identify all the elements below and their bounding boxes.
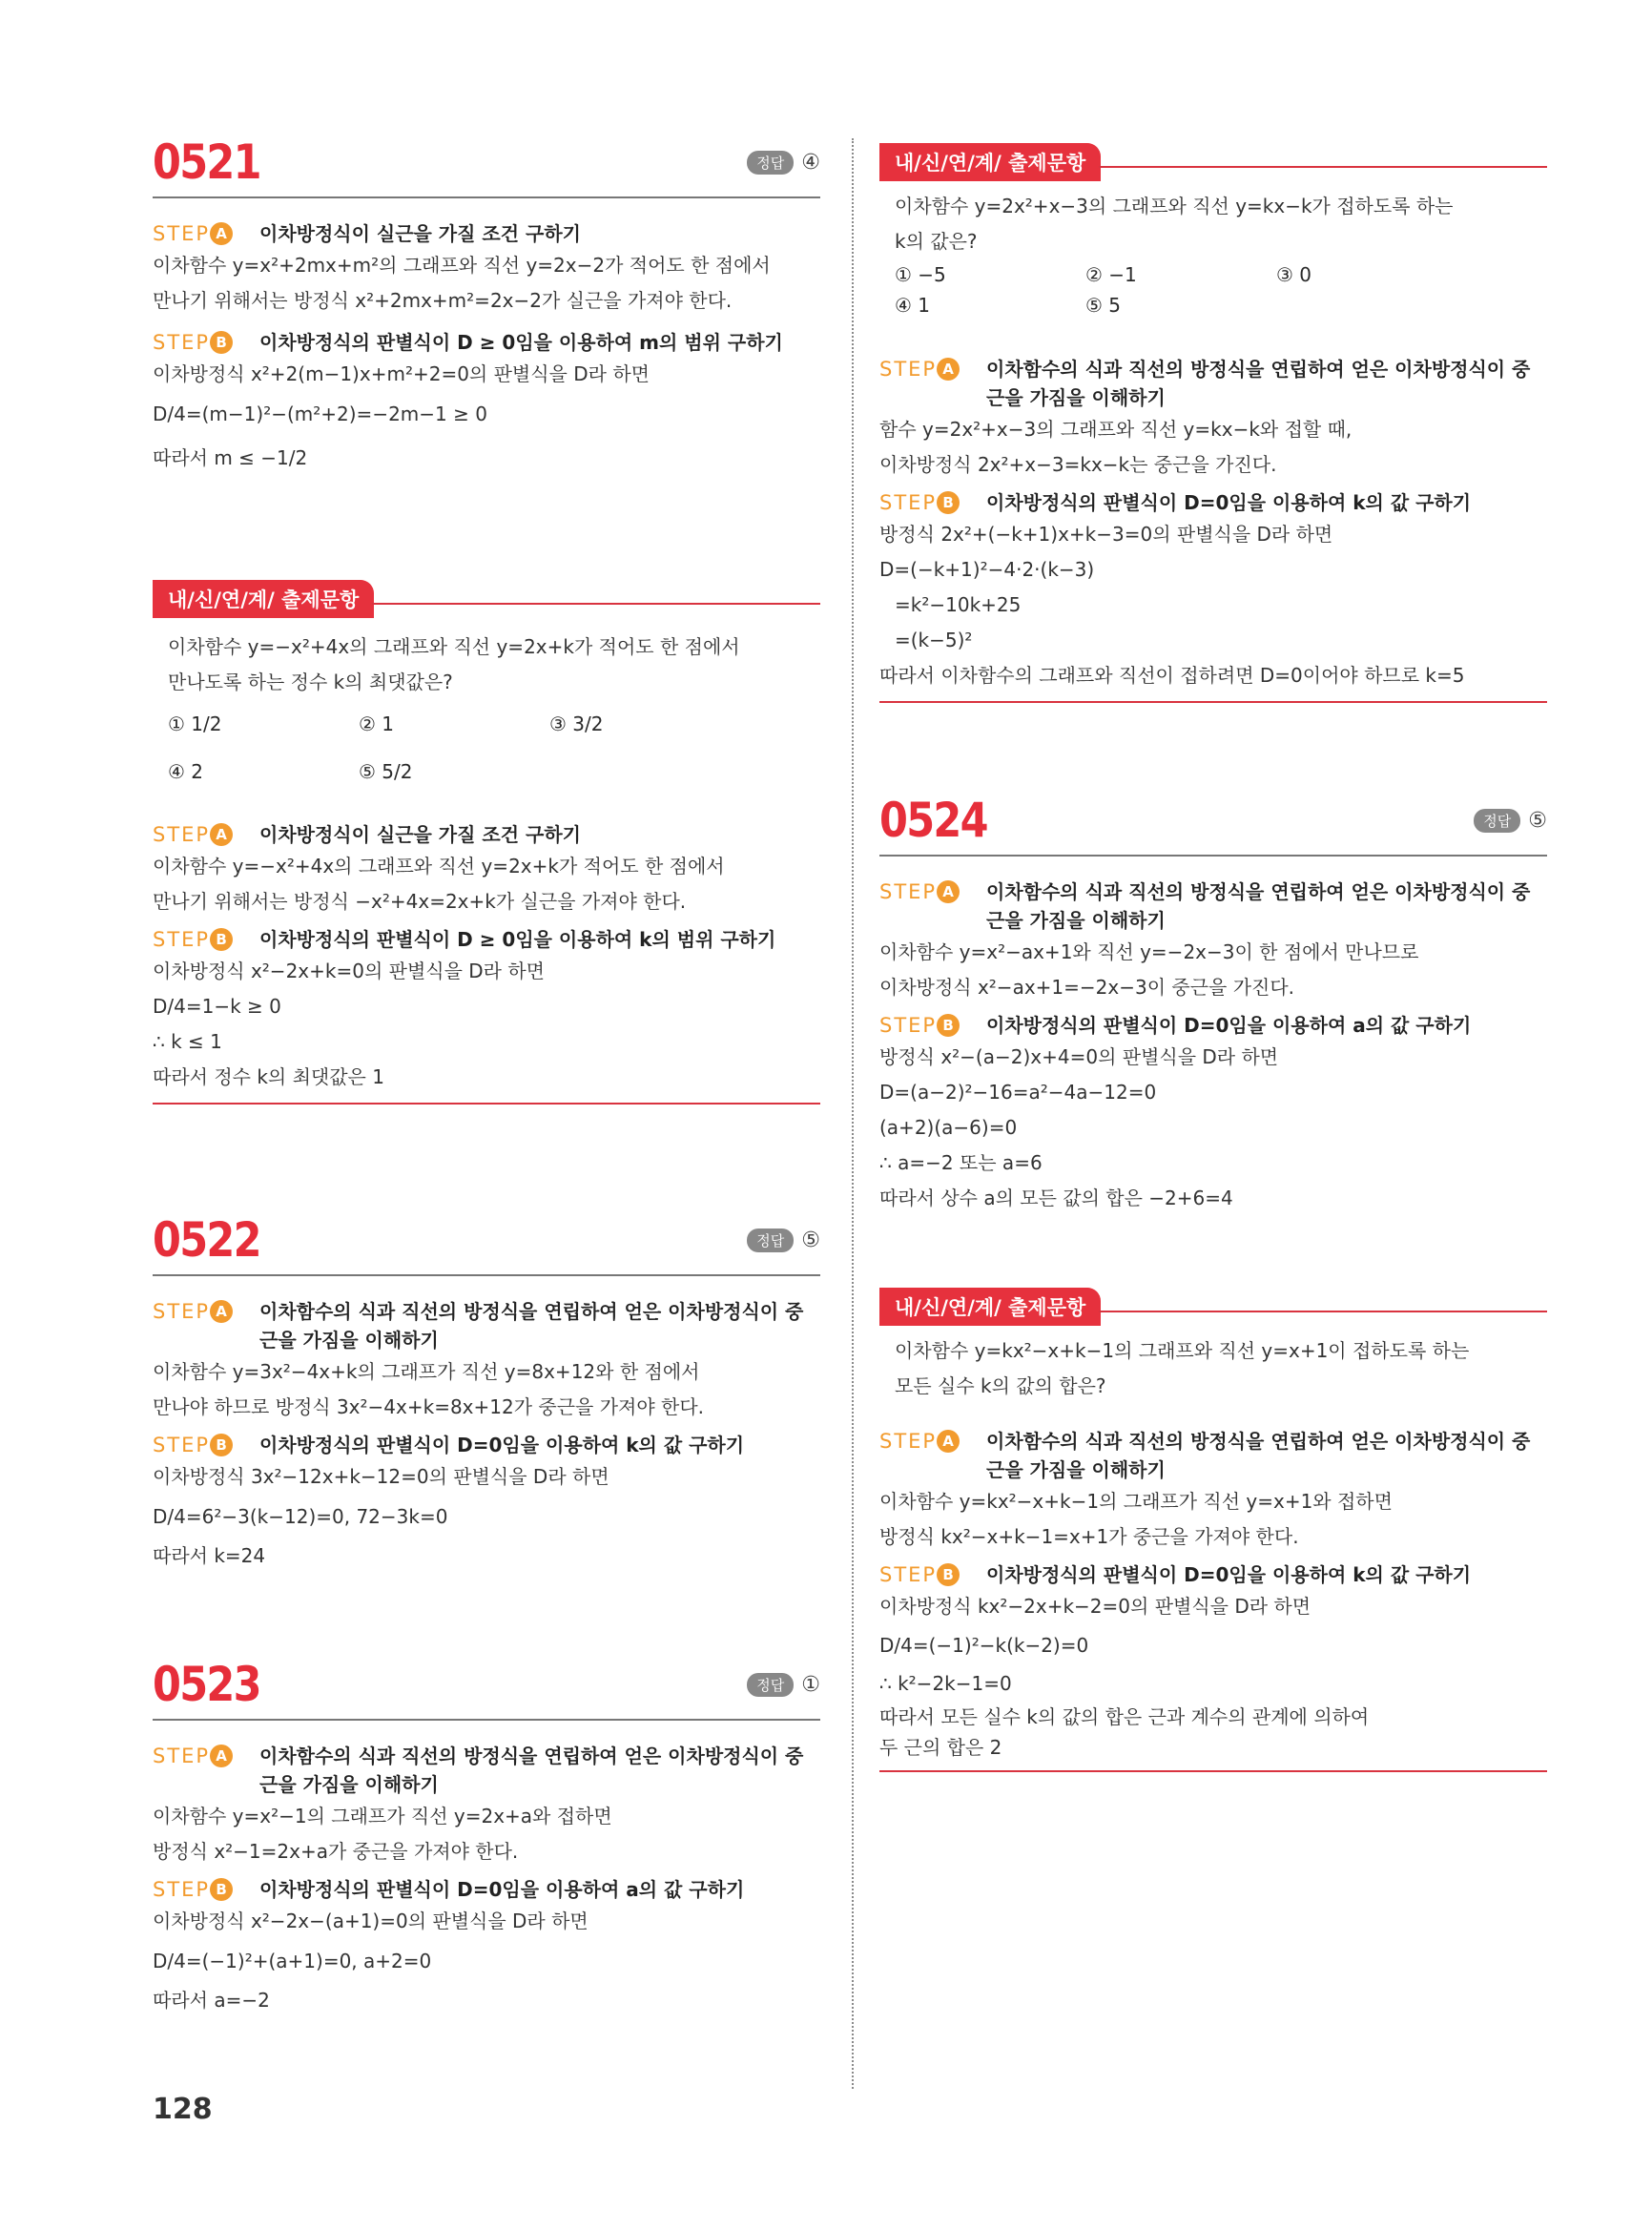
- divider: [879, 855, 1547, 857]
- options: [153, 700, 820, 795]
- question-line: 모든 실수 k의 값의 합은?: [895, 1374, 1106, 1397]
- text-line: 방정식 x²−(a−2)x+4=0의 판별식을 D라 하면: [879, 1045, 1279, 1068]
- step-b-mark: B: [937, 1563, 960, 1586]
- problem-0523: [153, 1656, 820, 2018]
- divider: [372, 603, 820, 605]
- problem-0522: [153, 1211, 820, 1574]
- related-question-3: [879, 1288, 1547, 1772]
- column-divider: [852, 138, 854, 2089]
- answer-label: 정답: [1474, 809, 1520, 833]
- text-line: 이차함수 y=x²+2mx+m²의 그래프와 직선 y=2x−2가 적어도 한 점에서: [153, 254, 771, 277]
- text-line: 만나기 위해서는 방정식 −x²+4x=2x+k가 실근을 가져야 한다.: [153, 890, 687, 913]
- answer-box: [747, 151, 820, 175]
- step-label: STEP: [153, 1300, 211, 1323]
- option: ④ 2: [168, 760, 204, 783]
- step-b-mark: B: [210, 928, 233, 951]
- step-title: 이차함수의 식과 직선의 방정식을 연립하여 얻은 이차방정식이 중근을 가짐을 이해하기: [259, 1300, 804, 1352]
- step-title: 이차방정식의 판별식이 D=0임을 이용하여 k의 값 구하기: [986, 1563, 1472, 1586]
- text-line: (a+2)(a−6)=0: [879, 1116, 1018, 1139]
- text-line: 이차방정식 3x²−12x+k−12=0의 판별식을 D라 하면: [153, 1465, 609, 1488]
- problem-number: 0523: [153, 1657, 260, 1712]
- question-line: k의 값은?: [895, 230, 978, 253]
- step-b-mark: B: [210, 1434, 233, 1456]
- answer-label: 정답: [747, 151, 794, 175]
- step-b: [879, 488, 1547, 517]
- divider: [153, 196, 820, 198]
- step-title: 이차방정식이 실근을 가질 조건 구하기: [259, 222, 581, 245]
- text-line: 방정식 2x²+(−k+1)x+k−3=0의 판별식을 D라 하면: [879, 523, 1333, 546]
- text-line: 방정식 kx²−x+k−1=x+1가 중근을 가져야 한다.: [879, 1525, 1299, 1548]
- text-line: 이차함수 y=x²−1의 그래프가 직선 y=2x+a와 접하면: [153, 1805, 612, 1827]
- step-title: 이차함수의 식과 직선의 방정식을 연립하여 얻은 이차방정식이 중근을 가짐을 이해하기: [986, 880, 1531, 932]
- step-label: STEP: [153, 1878, 211, 1901]
- text-line: 따라서 이차함수의 그래프와 직선이 접하려면 D=0이어야 하므로 k=5: [879, 664, 1465, 687]
- answer-box: [1474, 809, 1547, 833]
- option: ③ 3/2: [549, 712, 604, 735]
- text-line: 이차방정식 kx²−2x+k−2=0의 판별식을 D라 하면: [879, 1595, 1311, 1618]
- divider: [153, 1274, 820, 1276]
- text-line: 이차함수 y=kx²−x+k−1의 그래프가 직선 y=x+1와 접하면: [879, 1490, 1393, 1513]
- text-line: 따라서 정수 k의 최댓값은 1: [153, 1065, 384, 1088]
- step-label: STEP: [879, 1014, 938, 1037]
- step-title: 이차방정식의 판별식이 D=0임을 이용하여 a의 값 구하기: [986, 1014, 1472, 1037]
- answer-value: ①: [801, 1673, 820, 1697]
- step-title: 이차방정식의 판별식이 D ≥ 0임을 이용하여 k의 범위 구하기: [259, 928, 776, 951]
- text-line: 따라서 m ≤ −1/2: [153, 446, 308, 469]
- text-line: D/4=1−k ≥ 0: [153, 995, 281, 1018]
- step-a-mark: A: [210, 222, 233, 245]
- related-question-1: [153, 580, 820, 1105]
- divider: [879, 1770, 1547, 1772]
- text-line: D/4=(−1)²+(a+1)=0, a+2=0: [153, 1950, 432, 1972]
- text-line: ∴ k²−2k−1=0: [879, 1672, 1012, 1695]
- answer-box: [747, 1229, 820, 1252]
- text-line: D=(a−2)²−16=a²−4a−12=0: [879, 1081, 1157, 1104]
- text-line: 따라서 k=24: [153, 1544, 266, 1567]
- step-b-mark: B: [210, 1878, 233, 1901]
- option: ① −5: [895, 263, 946, 286]
- step-a: [153, 219, 820, 248]
- problem-0521: [153, 134, 820, 480]
- option: ② −1: [1085, 263, 1137, 286]
- answer-label: 정답: [747, 1673, 794, 1697]
- text-line: ∴ k ≤ 1: [153, 1030, 222, 1053]
- step-a: [153, 820, 820, 849]
- step-a: [153, 1297, 820, 1354]
- answer-value: ④: [801, 151, 820, 175]
- problem-number: 0524: [879, 793, 987, 848]
- text-line: D/4=6²−3(k−12)=0, 72−3k=0: [153, 1505, 448, 1528]
- option: ③ 0: [1276, 263, 1312, 286]
- page-number: 128: [153, 2093, 213, 2126]
- text-line: D/4=(m−1)²−(m²+2)=−2m−1 ≥ 0: [153, 403, 487, 425]
- related-question-2: [879, 143, 1547, 703]
- step-b: [153, 1875, 820, 1904]
- step-title: 이차방정식이 실근을 가질 조건 구하기: [259, 823, 581, 846]
- text-line: 따라서 상수 a의 모든 값의 합은 −2+6=4: [879, 1187, 1233, 1209]
- divider: [153, 1719, 820, 1721]
- related-badge: 내/신/연/계/ 출제문항: [153, 580, 374, 618]
- step-title: 이차방정식의 판별식이 D ≥ 0임을 이용하여 m의 범위 구하기: [259, 331, 783, 354]
- step-a: [879, 355, 1547, 412]
- step-a: [879, 878, 1547, 935]
- text-line: D/4=(−1)²−k(k−2)=0: [879, 1634, 1089, 1657]
- text-line: 이차함수 y=3x²−4x+k의 그래프가 직선 y=8x+12와 한 점에서: [153, 1360, 700, 1383]
- step-a-mark: A: [937, 358, 960, 381]
- step-a-mark: A: [210, 823, 233, 846]
- option: ④ 1: [895, 294, 931, 317]
- step-label: STEP: [153, 928, 211, 951]
- step-b: [153, 328, 820, 357]
- divider: [879, 701, 1547, 703]
- option: ① 1/2: [168, 712, 222, 735]
- step-b: [879, 1560, 1547, 1589]
- step-title: 이차방정식의 판별식이 D=0임을 이용하여 k의 값 구하기: [259, 1434, 745, 1456]
- answer-label: 정답: [747, 1229, 794, 1252]
- answer-value: ⑤: [1528, 809, 1547, 833]
- step-label: STEP: [153, 823, 211, 846]
- step-b: [153, 1431, 820, 1459]
- text-line: 만나야 하므로 방정식 3x²−4x+k=8x+12가 중근을 가져야 한다.: [153, 1395, 705, 1418]
- step-title: 이차함수의 식과 직선의 방정식을 연립하여 얻은 이차방정식이 중근을 가짐을 이해하기: [986, 1430, 1531, 1481]
- option: ⑤ 5: [1085, 294, 1122, 317]
- step-label: STEP: [879, 358, 938, 381]
- question-line: 이차함수 y=kx²−x+k−1의 그래프와 직선 y=x+1이 접하도록 하는: [895, 1339, 1470, 1362]
- question-line: 이차함수 y=−x²+4x의 그래프와 직선 y=2x+k가 적어도 한 점에서: [168, 635, 740, 658]
- step-label: STEP: [153, 222, 211, 245]
- text-line: 이차함수 y=−x²+4x의 그래프와 직선 y=2x+k가 적어도 한 점에서: [153, 855, 725, 878]
- answer-value: ⑤: [801, 1229, 820, 1252]
- question-line: 만나도록 하는 정수 k의 최댓값은?: [168, 671, 453, 693]
- options: [879, 259, 1547, 320]
- divider: [1099, 1311, 1547, 1312]
- problem-0524: [879, 792, 1547, 1216]
- related-badge: 내/신/연/계/ 출제문항: [879, 143, 1101, 181]
- step-b-mark: B: [937, 491, 960, 514]
- divider: [1099, 166, 1547, 168]
- step-label: STEP: [879, 1430, 938, 1453]
- step-title: 이차함수의 식과 직선의 방정식을 연립하여 얻은 이차방정식이 중근을 가짐을 이해하기: [986, 358, 1531, 409]
- step-a-mark: A: [210, 1745, 233, 1767]
- step-b-mark: B: [210, 331, 233, 354]
- text-line: 만나기 위해서는 방정식 x²+2mx+m²=2x−2가 실근을 가져야 한다.: [153, 289, 733, 312]
- step-title: 이차방정식의 판별식이 D=0임을 이용하여 a의 값 구하기: [259, 1878, 745, 1901]
- option: ⑤ 5/2: [359, 760, 413, 783]
- text-line: 이차방정식 x²−ax+1=−2x−3이 중근을 가진다.: [879, 976, 1295, 999]
- text-line: 이차방정식 2x²+x−3=kx−k는 중근을 가진다.: [879, 453, 1277, 476]
- problem-number: 0521: [153, 134, 260, 190]
- text-line: ∴ a=−2 또는 a=6: [879, 1151, 1043, 1174]
- step-a: [879, 1427, 1547, 1484]
- step-title: 이차함수의 식과 직선의 방정식을 연립하여 얻은 이차방정식이 중근을 가짐을 이해하기: [259, 1745, 804, 1796]
- text-line: D=(−k+1)²−4·2·(k−3): [879, 558, 1095, 581]
- option: ② 1: [359, 712, 395, 735]
- text-line: 이차방정식 x²−2x−(a+1)=0의 판별식을 D라 하면: [153, 1910, 589, 1932]
- step-b: [153, 925, 820, 954]
- step-label: STEP: [879, 491, 938, 514]
- step-label: STEP: [879, 1563, 938, 1586]
- step-label: STEP: [153, 1434, 211, 1456]
- text-line: 방정식 x²−1=2x+a가 중근을 가져야 한다.: [153, 1840, 519, 1863]
- divider: [153, 1103, 820, 1105]
- step-a-mark: A: [210, 1300, 233, 1323]
- text-line: 따라서 모든 실수 k의 값의 합은 근과 계수의 관계에 의하여: [879, 1705, 1370, 1728]
- step-b: [879, 1011, 1547, 1040]
- answer-box: [747, 1673, 820, 1697]
- step-a: [153, 1742, 820, 1799]
- text-line: 이차방정식 x²+2(m−1)x+m²+2=0의 판별식을 D라 하면: [153, 362, 650, 385]
- related-badge: 내/신/연/계/ 출제문항: [879, 1288, 1101, 1326]
- problem-number: 0522: [153, 1212, 260, 1268]
- step-a-mark: A: [937, 1430, 960, 1453]
- step-label: STEP: [879, 880, 938, 903]
- text-line: =(k−5)²: [895, 629, 973, 651]
- text-line: 이차방정식 x²−2x+k=0의 판별식을 D라 하면: [153, 960, 545, 982]
- question-line: 이차함수 y=2x²+x−3의 그래프와 직선 y=kx−k가 접하도록 하는: [895, 195, 1454, 217]
- text-line: 따라서 a=−2: [153, 1989, 270, 2012]
- step-b-mark: B: [937, 1014, 960, 1037]
- text-line: 함수 y=2x²+x−3의 그래프와 직선 y=kx−k와 접할 때,: [879, 418, 1353, 441]
- text-line: =k²−10k+25: [895, 593, 1022, 616]
- step-label: STEP: [153, 1745, 211, 1767]
- text-line: 이차함수 y=x²−ax+1와 직선 y=−2x−3이 한 점에서 만나므로: [879, 940, 1419, 963]
- step-title: 이차방정식의 판별식이 D=0임을 이용하여 k의 값 구하기: [986, 491, 1472, 514]
- step-a-mark: A: [937, 880, 960, 903]
- step-label: STEP: [153, 331, 211, 354]
- text-line: 두 근의 합은 2: [879, 1736, 1002, 1759]
